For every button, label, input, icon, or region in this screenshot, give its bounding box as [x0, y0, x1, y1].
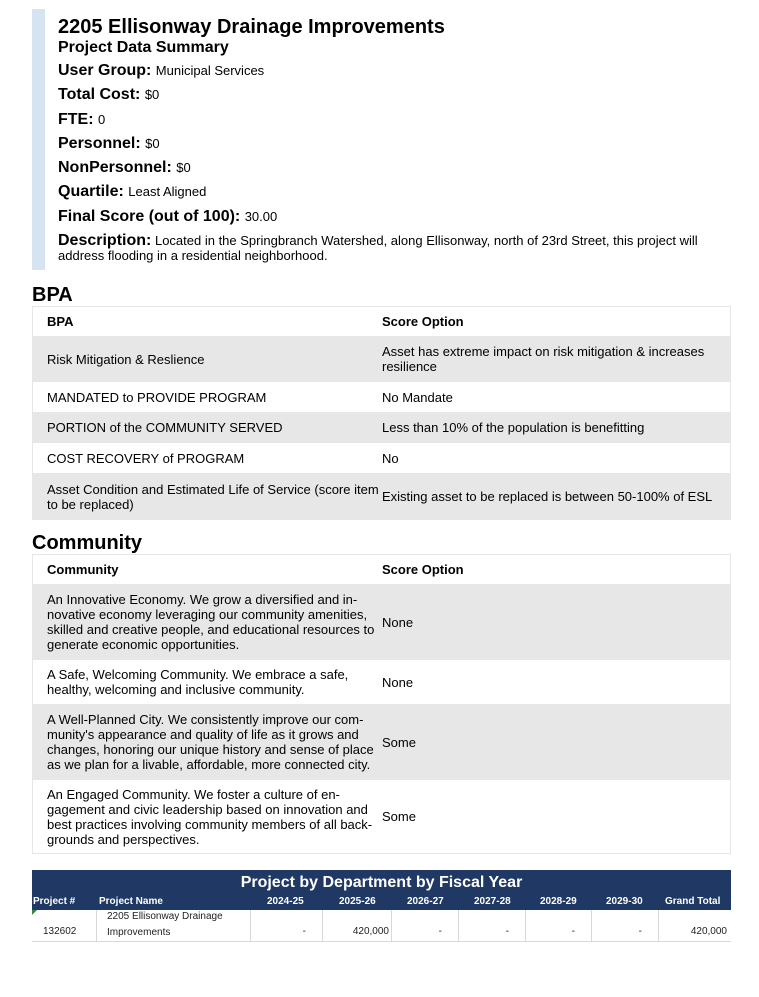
bpa-col-header: BPA: [47, 314, 74, 329]
fiscal-title: Project by Department by Fiscal Year: [240, 874, 523, 891]
community-col-header: Community: [47, 562, 119, 577]
field-personnel: Personnel: $0: [58, 135, 160, 152]
value-2027-28: -: [505, 926, 509, 937]
table-row: A Safe, Welcoming Community. We embrace a safe, healthy, welcoming and inclusive community. None: [33, 660, 731, 705]
col-2029-30: 2029-30: [606, 896, 643, 907]
field-user-group: User Group: Municipal Services: [58, 62, 265, 79]
col-2027-28: 2027-28: [474, 896, 511, 907]
value-2029-30: -: [638, 926, 642, 937]
value-grand-total: 420,000: [690, 926, 727, 937]
table-row: Asset Condition and Estimated Life of Service (score item to be replaced) Existing asset to be replaced is between 50-100% of ESL: [33, 474, 731, 520]
field-nonpersonnel: NonPersonnel: $0: [58, 159, 191, 176]
col-project-name: Project Name: [99, 896, 163, 907]
table-row: MANDATED to PROVIDE PROGRAM No Mandate: [33, 382, 731, 413]
score-option-col-header: Score Option: [382, 314, 464, 329]
bpa-header-row: [33, 307, 731, 337]
table-row: [32, 910, 731, 942]
bpa-section-title: BPA: [32, 284, 73, 306]
community-header-row: [33, 555, 731, 585]
col-2028-29: 2028-29: [540, 896, 577, 907]
project-subtitle: Project Data Summary: [58, 39, 229, 56]
table-row: A Well-Planned City. We consistently improve our com- munity's appearance and quality of life as it grows and changes, honoring our unique history and sense of place as we plan for a livable, affordable, more connected city. Some: [33, 705, 731, 780]
project-name-line1: 2205 Ellisonway Drainage: [107, 911, 223, 922]
bpa-table: [32, 306, 731, 520]
value-2024-25: -: [302, 926, 306, 937]
col-grand-total: Grand Total: [665, 896, 721, 907]
table-row: PORTION of the COMMUNITY SERVED Less than 10% of the population is benefitting: [33, 413, 731, 443]
value-2028-29: -: [571, 926, 575, 937]
table-row: An Innovative Economy. We grow a diversified and in- novative economy leveraging our community amenities, skilled and creative people, and educational resources to generate economic opportunities. None: [33, 585, 731, 660]
community-section-title: Community: [32, 532, 142, 554]
project-number: 132602: [43, 926, 77, 937]
value-2026-27: -: [438, 926, 442, 937]
score-option-col-header: Score Option: [382, 562, 464, 577]
value-2025-26: 420,000: [352, 926, 389, 937]
table-row: An Engaged Community. We foster a culture of en- gagement and civic leadership based on innovation and best practices involving community members of all back- grounds and perspectives. Some: [33, 780, 731, 854]
col-project-number: Project #: [33, 896, 76, 907]
community-table: [32, 554, 731, 854]
fiscal-year-table: [32, 870, 731, 942]
summary-accent-bar: [32, 9, 45, 270]
project-description: Description: Located in the Springbranch Watershed, along Ellisonway, north of 23rd Street, this project will address flooding in a residential neighborhood.: [58, 232, 698, 263]
field-quartile: Quartile: Least Aligned: [58, 183, 207, 200]
table-row: Risk Mitigation & Reslience Asset has extreme impact on risk mitigation & increases resilience: [33, 337, 731, 382]
cell-comment-marker: [32, 910, 37, 915]
project-title: 2205 Ellisonway Drainage Improvements: [58, 16, 445, 38]
col-2026-27: 2026-27: [407, 896, 444, 907]
project-name-line2: Improvements: [107, 927, 171, 938]
field-total-cost: Total Cost: $0: [58, 86, 160, 103]
fiscal-header: [32, 870, 731, 910]
col-2024-25: 2024-25: [267, 896, 304, 907]
field-final-score: Final Score (out of 100): 30.00: [58, 208, 278, 225]
field-fte: FTE: 0: [58, 111, 106, 128]
project-summary: [32, 9, 730, 270]
fiscal-column-headers: [32, 896, 731, 910]
col-2025-26: 2025-26: [339, 896, 376, 907]
table-row: COST RECOVERY of PROGRAM No: [33, 443, 731, 474]
